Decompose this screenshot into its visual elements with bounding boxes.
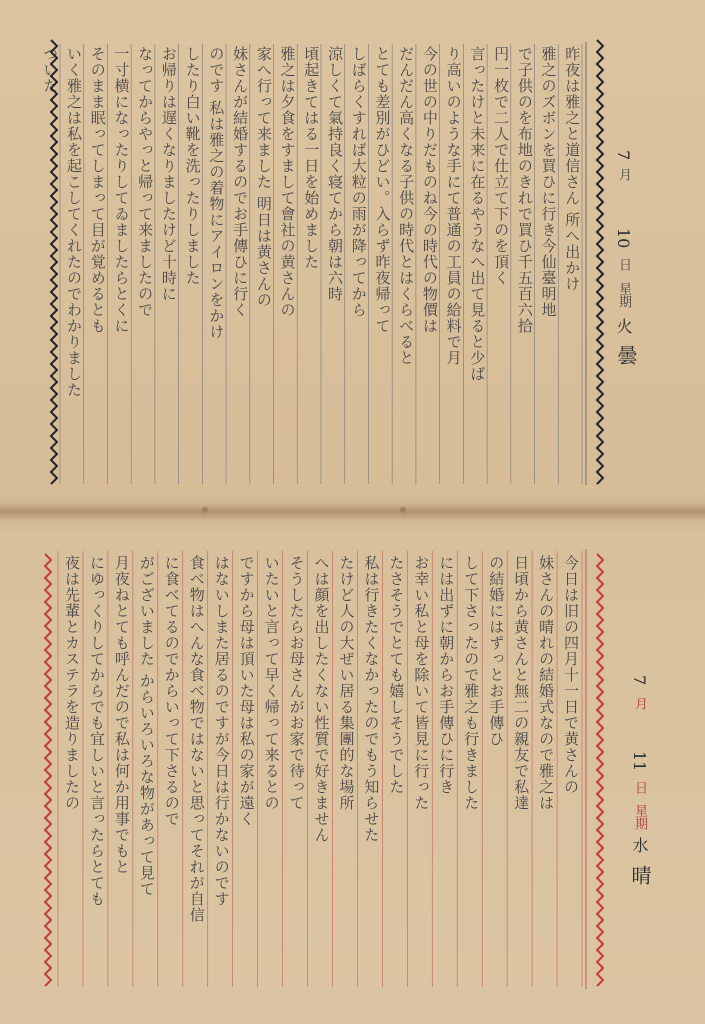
diary-page-bottom	[0, 519, 705, 1024]
diary-line: の結婚にはずっとお手傳ひ	[487, 555, 506, 747]
diary-page-top	[0, 0, 705, 505]
month-value-top: 7	[614, 150, 633, 161]
diary-line: 円一枚で二人で仕立て下のを頂く	[492, 46, 511, 286]
diary-line: 妹さんが結婚するのでお手傳ひに行く	[231, 46, 250, 318]
diary-line: 言ったけと未来に在るやうなへ出て見ると少ば	[468, 46, 487, 382]
weather-value-top: 曇	[614, 345, 638, 365]
diary-line: そのまま眠ってしまって目が覚めるとも	[88, 46, 107, 334]
weekday-value-bottom: 水	[630, 837, 649, 853]
diary-line: のです 私は雅之の着物にアイロンをかけ	[207, 46, 226, 340]
diary-line: しばらくすれば大粒の雨が降ってから	[349, 46, 368, 318]
month-label-top: 月	[616, 168, 631, 181]
day-value-bottom: 11	[630, 751, 649, 772]
weekday-value-top: 火	[614, 318, 633, 334]
diary-line: たさそうでとても嬉しそうでした	[387, 555, 406, 795]
diary-line: なってからやっと帰って来ましたので	[136, 46, 155, 318]
diary-line: 日頃から黄さんと無二の親友で私達	[512, 555, 531, 811]
weekday-label-bottom: 星期	[632, 804, 647, 830]
staple-right	[400, 507, 406, 513]
diary-line: へは顔を出したくない性質で好きません	[312, 555, 331, 843]
diary-line: お幸い私と母を除いて皆見に行った	[412, 555, 431, 811]
diary-line: 夜は先輩とカステラを造りましたの	[63, 555, 81, 811]
diary-line: 妹さんの晴れの結婚式なので雅之は	[537, 555, 556, 811]
diary-line: で子供のを布地のきれで買ひ千五百六拾	[515, 46, 534, 334]
diary-line: 家へ行って来ました 明日は黄さんの	[254, 46, 273, 308]
diary-line: したり白い靴を洗ったりしました	[183, 46, 202, 286]
diary-line: お帰りは遅くなりましたけど十時に	[159, 46, 178, 302]
diary-line: がございました からいろいろな物があって見て	[137, 555, 156, 897]
diary-line: り高いのような手にて普通の工員の給料で月	[444, 46, 463, 366]
month-label-bottom: 月	[632, 697, 647, 710]
diary-line: ついた	[41, 46, 60, 94]
diary-line: して下さったので雅之も行きました	[462, 555, 481, 811]
diary-line: そうしたらお母さんがお家で待って	[287, 555, 306, 811]
diary-line: 今日は旧の四月十一日で黄さんの	[562, 555, 581, 795]
diary-line: にゆっくりしてからでも宜しいと言ったらとても	[87, 555, 106, 907]
diary-line: とても差別がひどい。入らず昨夜帰って	[373, 46, 392, 334]
day-value-top: 10	[614, 228, 633, 249]
diary-line: 頃起きてはる一日を始めました	[302, 46, 321, 270]
diary-line: 昨夜は雅之と道信さん 所へ出かけ	[563, 46, 582, 292]
diary-line: 雅之のズボンを買ひに行き今仙臺明地	[539, 46, 558, 318]
diary-line: いたいと言って早く帰って来るとの	[262, 555, 281, 811]
diary-line: には出ずに朝からお手傳ひに行き	[437, 555, 456, 795]
weekday-label-top: 星期	[616, 282, 631, 308]
day-label-top: 日	[616, 258, 631, 271]
diary-line: 今の世の中りだものね今の時代の物價は	[420, 46, 439, 334]
diary-line: 月夜ねとても呼んだので私は何か用事でもと	[112, 555, 131, 875]
diary-line: 雅之は夕食をすまして會社の黄さんの	[278, 46, 297, 318]
diary-line: だんだん高くなる子供の時代とはくらべると	[397, 46, 416, 366]
diary-line: 一寸横になったりしてゐましたらとくに	[112, 46, 131, 334]
month-value-bottom: 7	[630, 675, 649, 686]
diary-line: ですから母は頂いた母は私の家が遠く	[237, 555, 256, 827]
weather-value-bottom: 晴	[628, 865, 652, 885]
diary-line: 涼しくて氣持良く寝てから朝は六時	[326, 46, 344, 302]
staple-left	[202, 507, 208, 513]
diary-line: に食べてるのでからいって下さるので	[162, 555, 181, 827]
diary-line: たけど人の大ぜい居る集團的な場所	[337, 555, 356, 811]
day-label-bottom: 日	[632, 781, 647, 794]
diary-line: いく雅之は私を起こしてくれたのでわかりました	[65, 46, 83, 398]
diary-line: はないしまた居るのですが今日は行かないのです	[212, 555, 231, 907]
diary-line: 食べ物はへんな食べ物ではないと思ってそれが自信	[187, 555, 206, 923]
diary-line: 私は行きたくなかったのでもう知らせた	[362, 555, 381, 843]
